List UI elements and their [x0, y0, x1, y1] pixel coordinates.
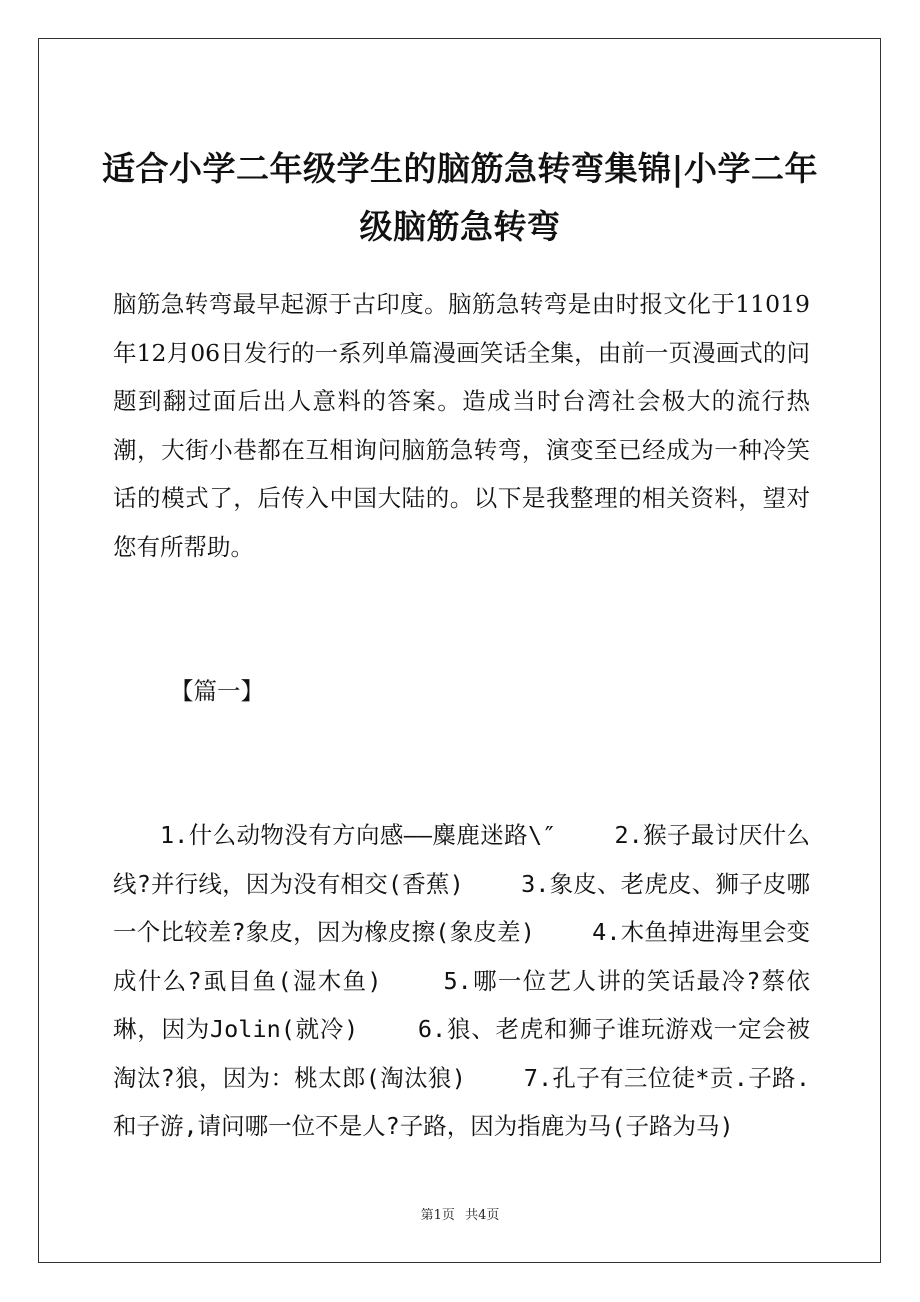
riddles-paragraph: 1.什么动物没有方向感——麋鹿迷路\″ 2.猴子最讨厌什么线?并行线，因为没有相交(香蕉) 3.象皮、老虎皮、狮子皮哪一个比较差?象皮，因为橡皮擦(象皮差) 4.木鱼掉进海里会变成什么?虱目鱼(湿木鱼) 5.哪一位艺人讲的笑话最冷?蔡依琳，因为Jolin(就冷) 6.狼、老虎和狮子谁玩游戏一定会被淘汰?狼，因为：桃太郎(淘汰狼) 7.孔子有三位徒*贡.子路.和子游,请问哪一位不是人?子路，因为指鹿为马(子路为马)	[113, 821, 810, 1140]
page-number: 第1页	[420, 1208, 455, 1223]
page-footer	[0, 1206, 920, 1226]
document-title: 适合小学二年级学生的脑筋急转弯集锦|小学二年级脑筋急转弯	[101, 149, 818, 246]
intro-paragraph: 脑筋急转弯最早起源于古印度。脑筋急转弯是由时报文化于11019年12月06日发行的一系列单篇漫画笑话全集，由前一页漫画式的问题到翻过面后出人意料的答案。造成当时台湾社会极大的流行热潮，大街小巷都在互相询问脑筋急转弯，演变至已经成为一种冷笑话的模式了，后传入中国大陆的。以下是我整理的相关资料，望对您有所帮助。	[113, 290, 810, 561]
section-heading: 【篇一】	[170, 677, 264, 705]
page-total: 共4页	[465, 1208, 500, 1223]
